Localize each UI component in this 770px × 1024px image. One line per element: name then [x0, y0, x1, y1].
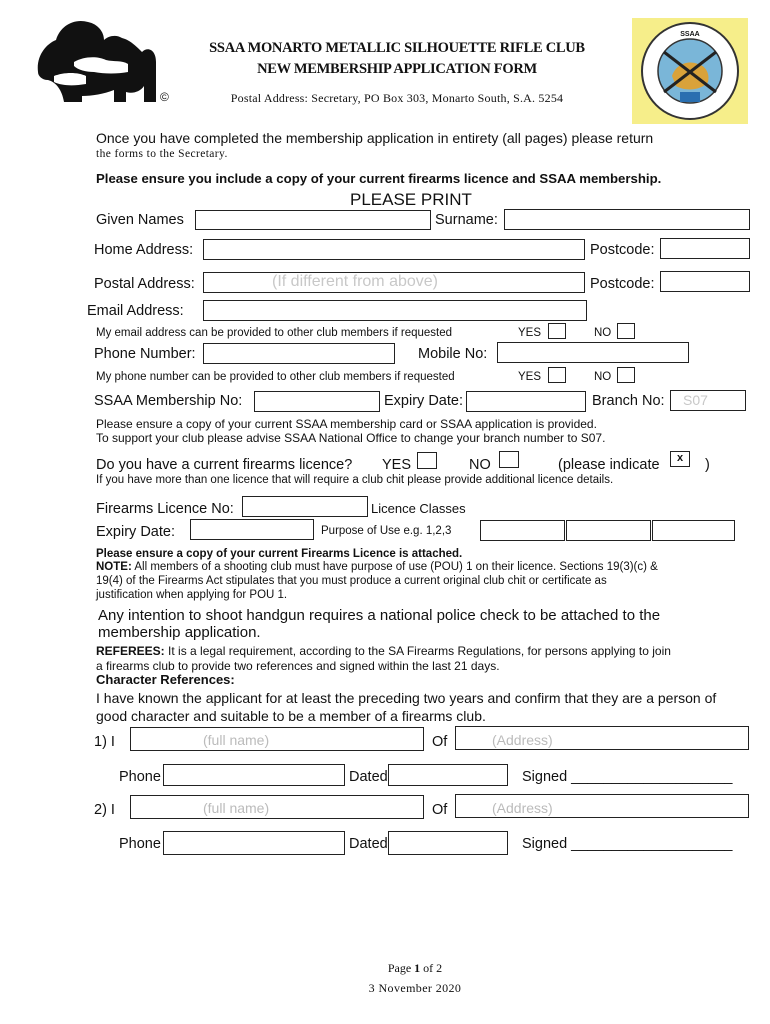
licence-no-label: NO	[469, 457, 491, 473]
email-share-yes-checkbox[interactable]	[548, 323, 566, 339]
branch-change-note: To support your club please advise SSAA National Office to change your branch number to S07.	[96, 431, 606, 445]
ssaa-expiry-field[interactable]	[466, 391, 586, 412]
surname-label: Surname:	[435, 212, 498, 228]
licence-classes-label: Licence Classes	[371, 501, 466, 516]
phone-share-text: My phone number can be provided to other club members if requested	[96, 371, 455, 383]
purpose-field-1[interactable]	[480, 520, 565, 541]
licence-question: Do you have a current firearms licence?	[96, 457, 353, 473]
home-postcode-field[interactable]	[660, 238, 750, 259]
licence-attach-note: Please ensure a copy of your current Firearms Licence is attached.	[96, 548, 463, 560]
postal-postcode-field[interactable]	[660, 271, 750, 292]
handgun-note-line2: membership application.	[98, 624, 261, 641]
reference-1-name-field[interactable]: (full name)	[130, 727, 424, 751]
form-date: 3 November 2020	[368, 981, 462, 995]
licence-number-field[interactable]	[242, 496, 368, 517]
reference-2-address-field[interactable]: (Address)	[455, 794, 749, 818]
reference-1-phone-field[interactable]	[163, 764, 345, 786]
referees-note-line1	[96, 644, 671, 658]
reference-1-dated-label: Dated	[349, 769, 388, 785]
referees-note-line2: a firearms club to provide two references and signed within the last 21 days.	[96, 659, 500, 673]
postal-address-label: Postal Address:	[94, 276, 195, 292]
svg-text:SSAA: SSAA	[680, 31, 700, 38]
known-statement-line1: I have known the applicant for at least the preceding two years and confirm that they are a person of	[96, 690, 717, 706]
phone-share-no-label: NO	[594, 371, 612, 383]
reference-2-phone-label: Phone	[119, 836, 161, 852]
known-statement-line2: good character and suitable to be a member of a firearms club.	[96, 708, 486, 724]
multiple-licence-note: If you have more than one licence that will require a club chit please provide additional licence details.	[96, 474, 614, 486]
licence-yes-label: YES	[382, 457, 412, 473]
licence-number-label: Firearms Licence No:	[96, 501, 234, 517]
ssaa-copy-note: Please ensure a copy of your current SSAA membership card or SSAA application is provided.	[96, 417, 597, 431]
reference-2-signed-line[interactable]: Signed ____________________	[522, 836, 733, 852]
reference-1-of-label: Of	[432, 734, 448, 750]
reference-1-address-field[interactable]: (Address)	[455, 726, 749, 750]
please-indicate-text: (please indicate	[558, 457, 660, 473]
form-title-line2: NEW MEMBERSHIP APPLICATION FORM	[257, 61, 537, 77]
ssaa-number-label: SSAA Membership No:	[94, 393, 243, 409]
character-references-heading: Character References:	[96, 672, 235, 687]
pou-note-line1	[96, 561, 658, 573]
postal-address-header: Postal Address: Secretary, PO Box 303, Monarto South, S.A. 5254	[230, 91, 564, 105]
licence-expiry-label: Expiry Date:	[96, 524, 175, 540]
home-address-label: Home Address:	[94, 242, 194, 258]
page-number	[0, 961, 770, 976]
ssaa-expiry-label: Expiry Date:	[384, 393, 463, 409]
branch-label: Branch No:	[592, 393, 665, 409]
purpose-field-2[interactable]	[566, 520, 651, 541]
indicate-example-checkbox: x	[670, 451, 690, 467]
purpose-of-use-label: Purpose of Use e.g. 1,2,3	[321, 525, 452, 537]
reference-2-of-label: Of	[432, 802, 448, 818]
page-prefix: Page	[387, 961, 415, 975]
branch-field[interactable]: S07	[670, 390, 746, 411]
mobile-label: Mobile No:	[418, 346, 488, 362]
reference-1-phone-label: Phone	[119, 769, 161, 785]
ensure-copy-note: Please ensure you include a copy of your current firearms licence and SSAA membership.	[96, 171, 662, 186]
reference-1-signed-line[interactable]: Signed ____________________	[522, 769, 733, 785]
pou-note-line3: justification when applying for POU 1.	[96, 589, 288, 601]
licence-no-checkbox[interactable]	[499, 451, 519, 468]
reference-2-label: 2) I	[94, 802, 115, 818]
referees-heading: REFEREES:	[96, 644, 165, 658]
surname-field[interactable]	[504, 209, 750, 230]
email-field[interactable]	[203, 300, 587, 321]
form-title-line1: SSAA MONARTO METALLIC SILHOUETTE RIFLE CLUB	[209, 40, 585, 56]
reference-2-dated-field[interactable]	[388, 831, 508, 855]
note-heading: NOTE:	[96, 561, 132, 573]
phone-share-yes-label: YES	[518, 371, 542, 383]
close-paren: )	[705, 457, 710, 473]
reference-2-name-field[interactable]: (full name)	[130, 795, 424, 819]
postal-address-field[interactable]: (If different from above)	[203, 272, 585, 293]
please-print-heading: PLEASE PRINT	[350, 190, 472, 209]
pou-note-line2: 19(4) of the Firearms Act stipulates that you must produce a current original club chit or certificate as	[96, 575, 607, 587]
phone-label: Phone Number:	[94, 346, 196, 362]
email-label: Email Address:	[87, 303, 184, 319]
referees-body-1: It is a legal requirement, according to the SA Firearms Regulations, for persons applying to join	[164, 644, 671, 658]
note-body-1: All members of a shooting club must have purpose of use (POU) 1 on their licence. Sections 19(3)(c) &	[131, 561, 658, 573]
postal-postcode-label: Postcode:	[590, 276, 655, 292]
licence-yes-checkbox[interactable]	[417, 452, 437, 469]
reference-2-phone-field[interactable]	[163, 831, 345, 855]
reference-1-label: 1) I	[94, 734, 115, 750]
ssaa-badge	[632, 18, 748, 124]
ssaa-emblem-icon	[632, 18, 748, 124]
ssaa-number-field[interactable]	[254, 391, 380, 412]
intro-line2: the forms to the Secretary.	[96, 148, 228, 160]
home-address-field[interactable]	[203, 239, 585, 260]
purpose-field-3[interactable]	[652, 520, 735, 541]
email-share-no-label: NO	[594, 327, 612, 339]
phone-share-yes-checkbox[interactable]	[548, 367, 566, 383]
given-names-label: Given Names	[96, 212, 184, 228]
club-logo	[34, 16, 160, 104]
home-postcode-label: Postcode:	[590, 242, 655, 258]
phone-field[interactable]	[203, 343, 395, 364]
handgun-note-line1: Any intention to shoot handgun requires a national police check to be attached to the	[98, 607, 661, 624]
page-current: 1	[414, 961, 421, 975]
reference-2-dated-label: Dated	[349, 836, 388, 852]
email-share-no-checkbox[interactable]	[617, 323, 635, 339]
copyright-mark: ©	[160, 90, 169, 104]
licence-expiry-field[interactable]	[190, 519, 314, 540]
page-suffix: of 2	[420, 961, 443, 975]
given-names-field[interactable]	[195, 210, 431, 230]
intro-line1: Once you have completed the membership application in entirety (all pages) please return	[96, 130, 654, 146]
phone-share-no-checkbox[interactable]	[617, 367, 635, 383]
email-share-yes-label: YES	[518, 327, 542, 339]
email-share-text: My email address can be provided to other club members if requested	[96, 327, 453, 339]
reference-1-dated-field[interactable]	[388, 764, 508, 786]
mobile-field[interactable]	[497, 342, 689, 363]
